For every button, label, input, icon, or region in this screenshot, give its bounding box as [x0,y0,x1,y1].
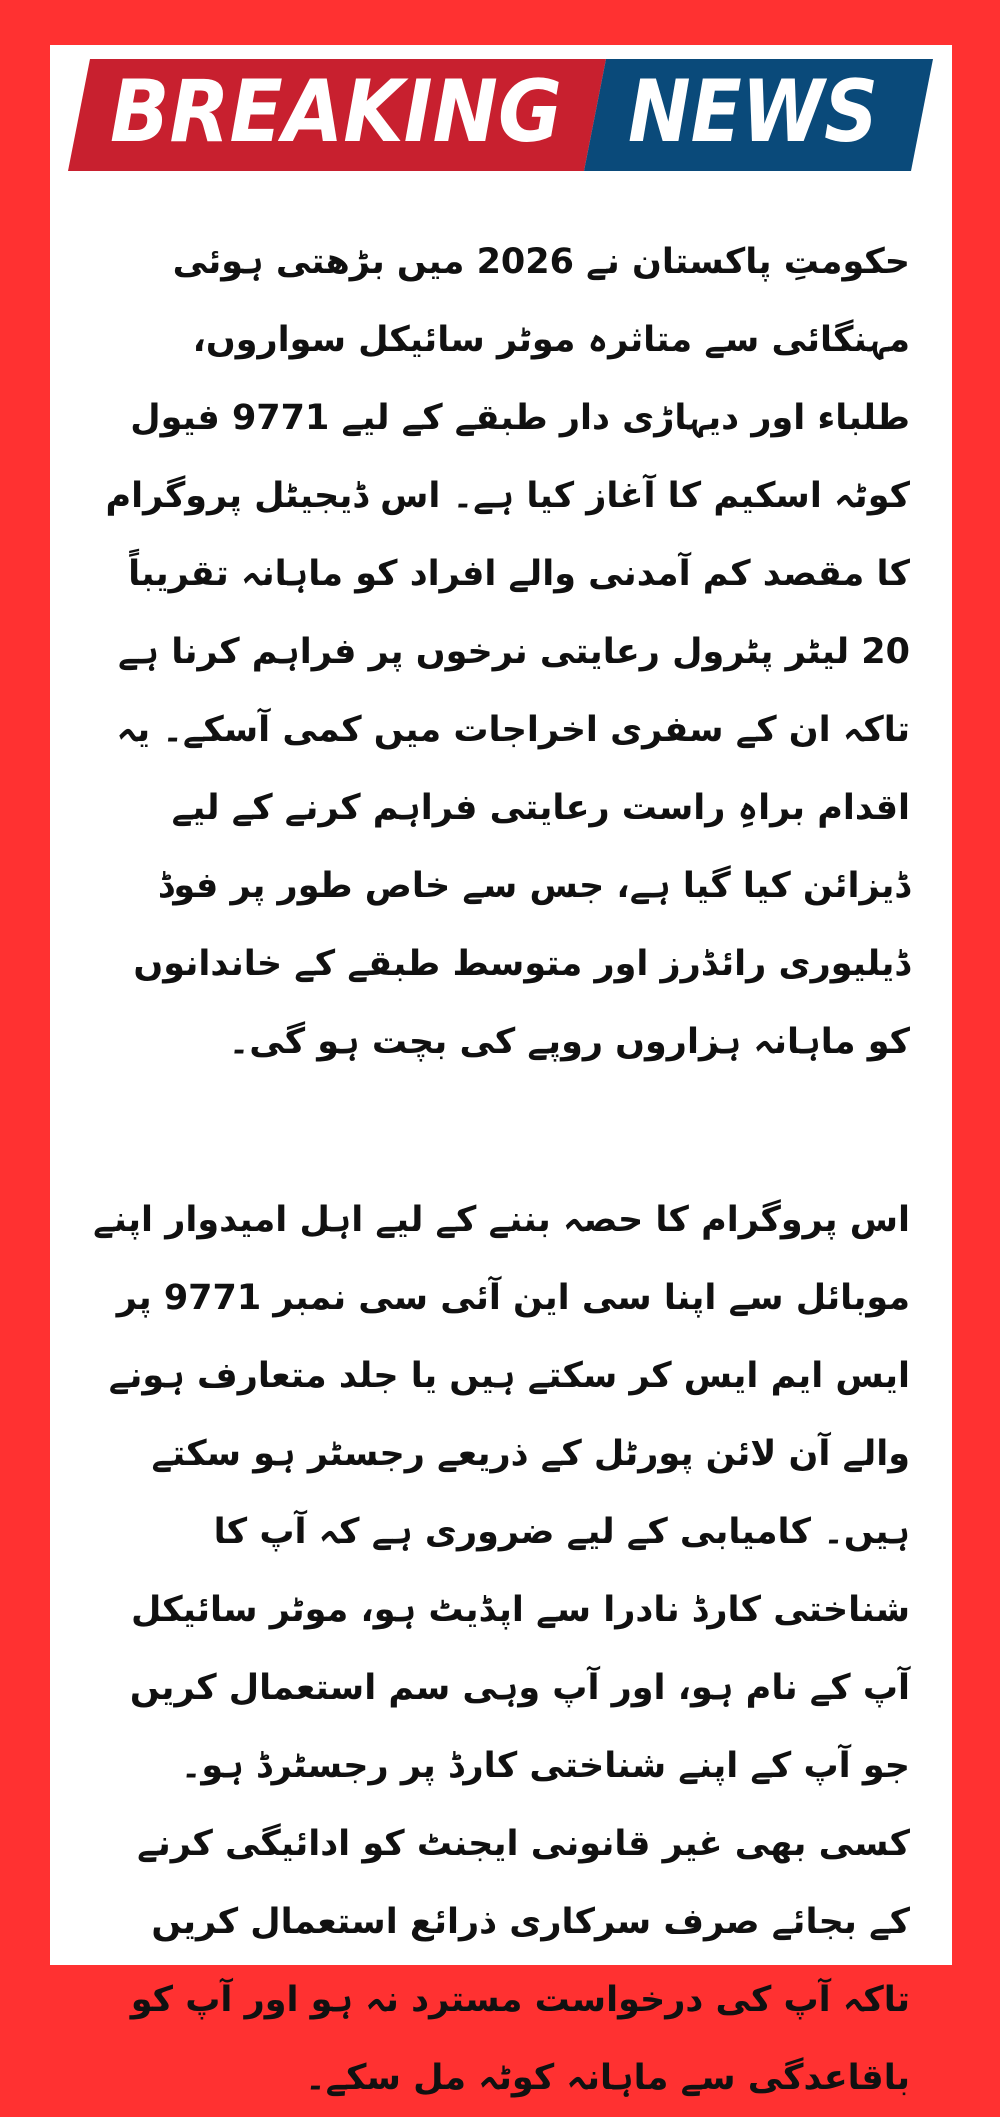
paragraph-2-sentence-3: کسی بھی غیر قانونی ایجنٹ کو ادائیگی کرنے کے بجائے صرف سرکاری ذرائع استعمال کریں تاکہ آپ کی درخواست مسترد نہ ہو اور آپ کو باقاعدگی سے ماہانہ کوٹہ مل سکے۔ [130,1824,910,2098]
news-card [50,45,952,2098]
article-body [90,223,910,2117]
breaking-news-banner-graphic [68,59,933,171]
banner-word-breaking: BREAKING [110,62,562,162]
paragraph-2-sentence-2: کامیابی کے لیے ضروری ہے کہ آپ کا شناختی کارڈ نادرا سے اپڈیٹ ہو، موٹر سائیکل آپ کے نام ہو، اور آپ وہی سم استعمال کریں جو آپ کے اپنے شناختی کارڈ پر رجسٹرڈ ہو۔ [129,1512,910,1786]
article-paragraph-1 [90,223,910,1081]
paragraph-1-sentence-3: یہ اقدام براہِ راست رعایتی فراہم کرنے کے لیے ڈیزائن کیا گیا ہے، جس سے خاص طور پر فوڈ ڈیلیوری رائڈرز اور متوسط طبقے کے خاندانوں کو ماہانہ ہزاروں روپے کی بچت ہو گی۔ [116,710,910,1062]
paragraph-2-sentence-1: اس پروگرام کا حصہ بننے کے لیے اہل امیدوار اپنے موبائل سے اپنا سی این آئی سی نمبر 9771 پر ایس ایم ایس کر سکتے ہیں یا جلد متعارف ہونے والے آن لائن پورٹل کے ذریعے رجسٹر ہو سکتے ہیں۔ [93,1200,910,1552]
breaking-news-banner [68,59,933,171]
banner-word-news: NEWS [628,62,878,162]
paragraph-1-sentence-2: اس ڈیجیٹل پروگرام کا مقصد کم آمدنی والے افراد کو ماہانہ تقریباً 20 لیٹر پٹرول رعایتی نرخوں پر فراہم کرنا ہے تاکہ ان کے سفری اخراجات میں کمی آسکے۔ [105,476,910,750]
article-paragraph-2 [90,1181,910,2117]
paragraph-1-sentence-1: حکومتِ پاکستان نے 2026 میں بڑھتی ہوئی مہنگائی سے متاثرہ موٹر سائیکل سواروں، طلباء اور دیہاڑی دار طبقے کے لیے 9771 فیول کوٹہ اسکیم کا آغاز کیا ہے۔ [130,242,910,516]
